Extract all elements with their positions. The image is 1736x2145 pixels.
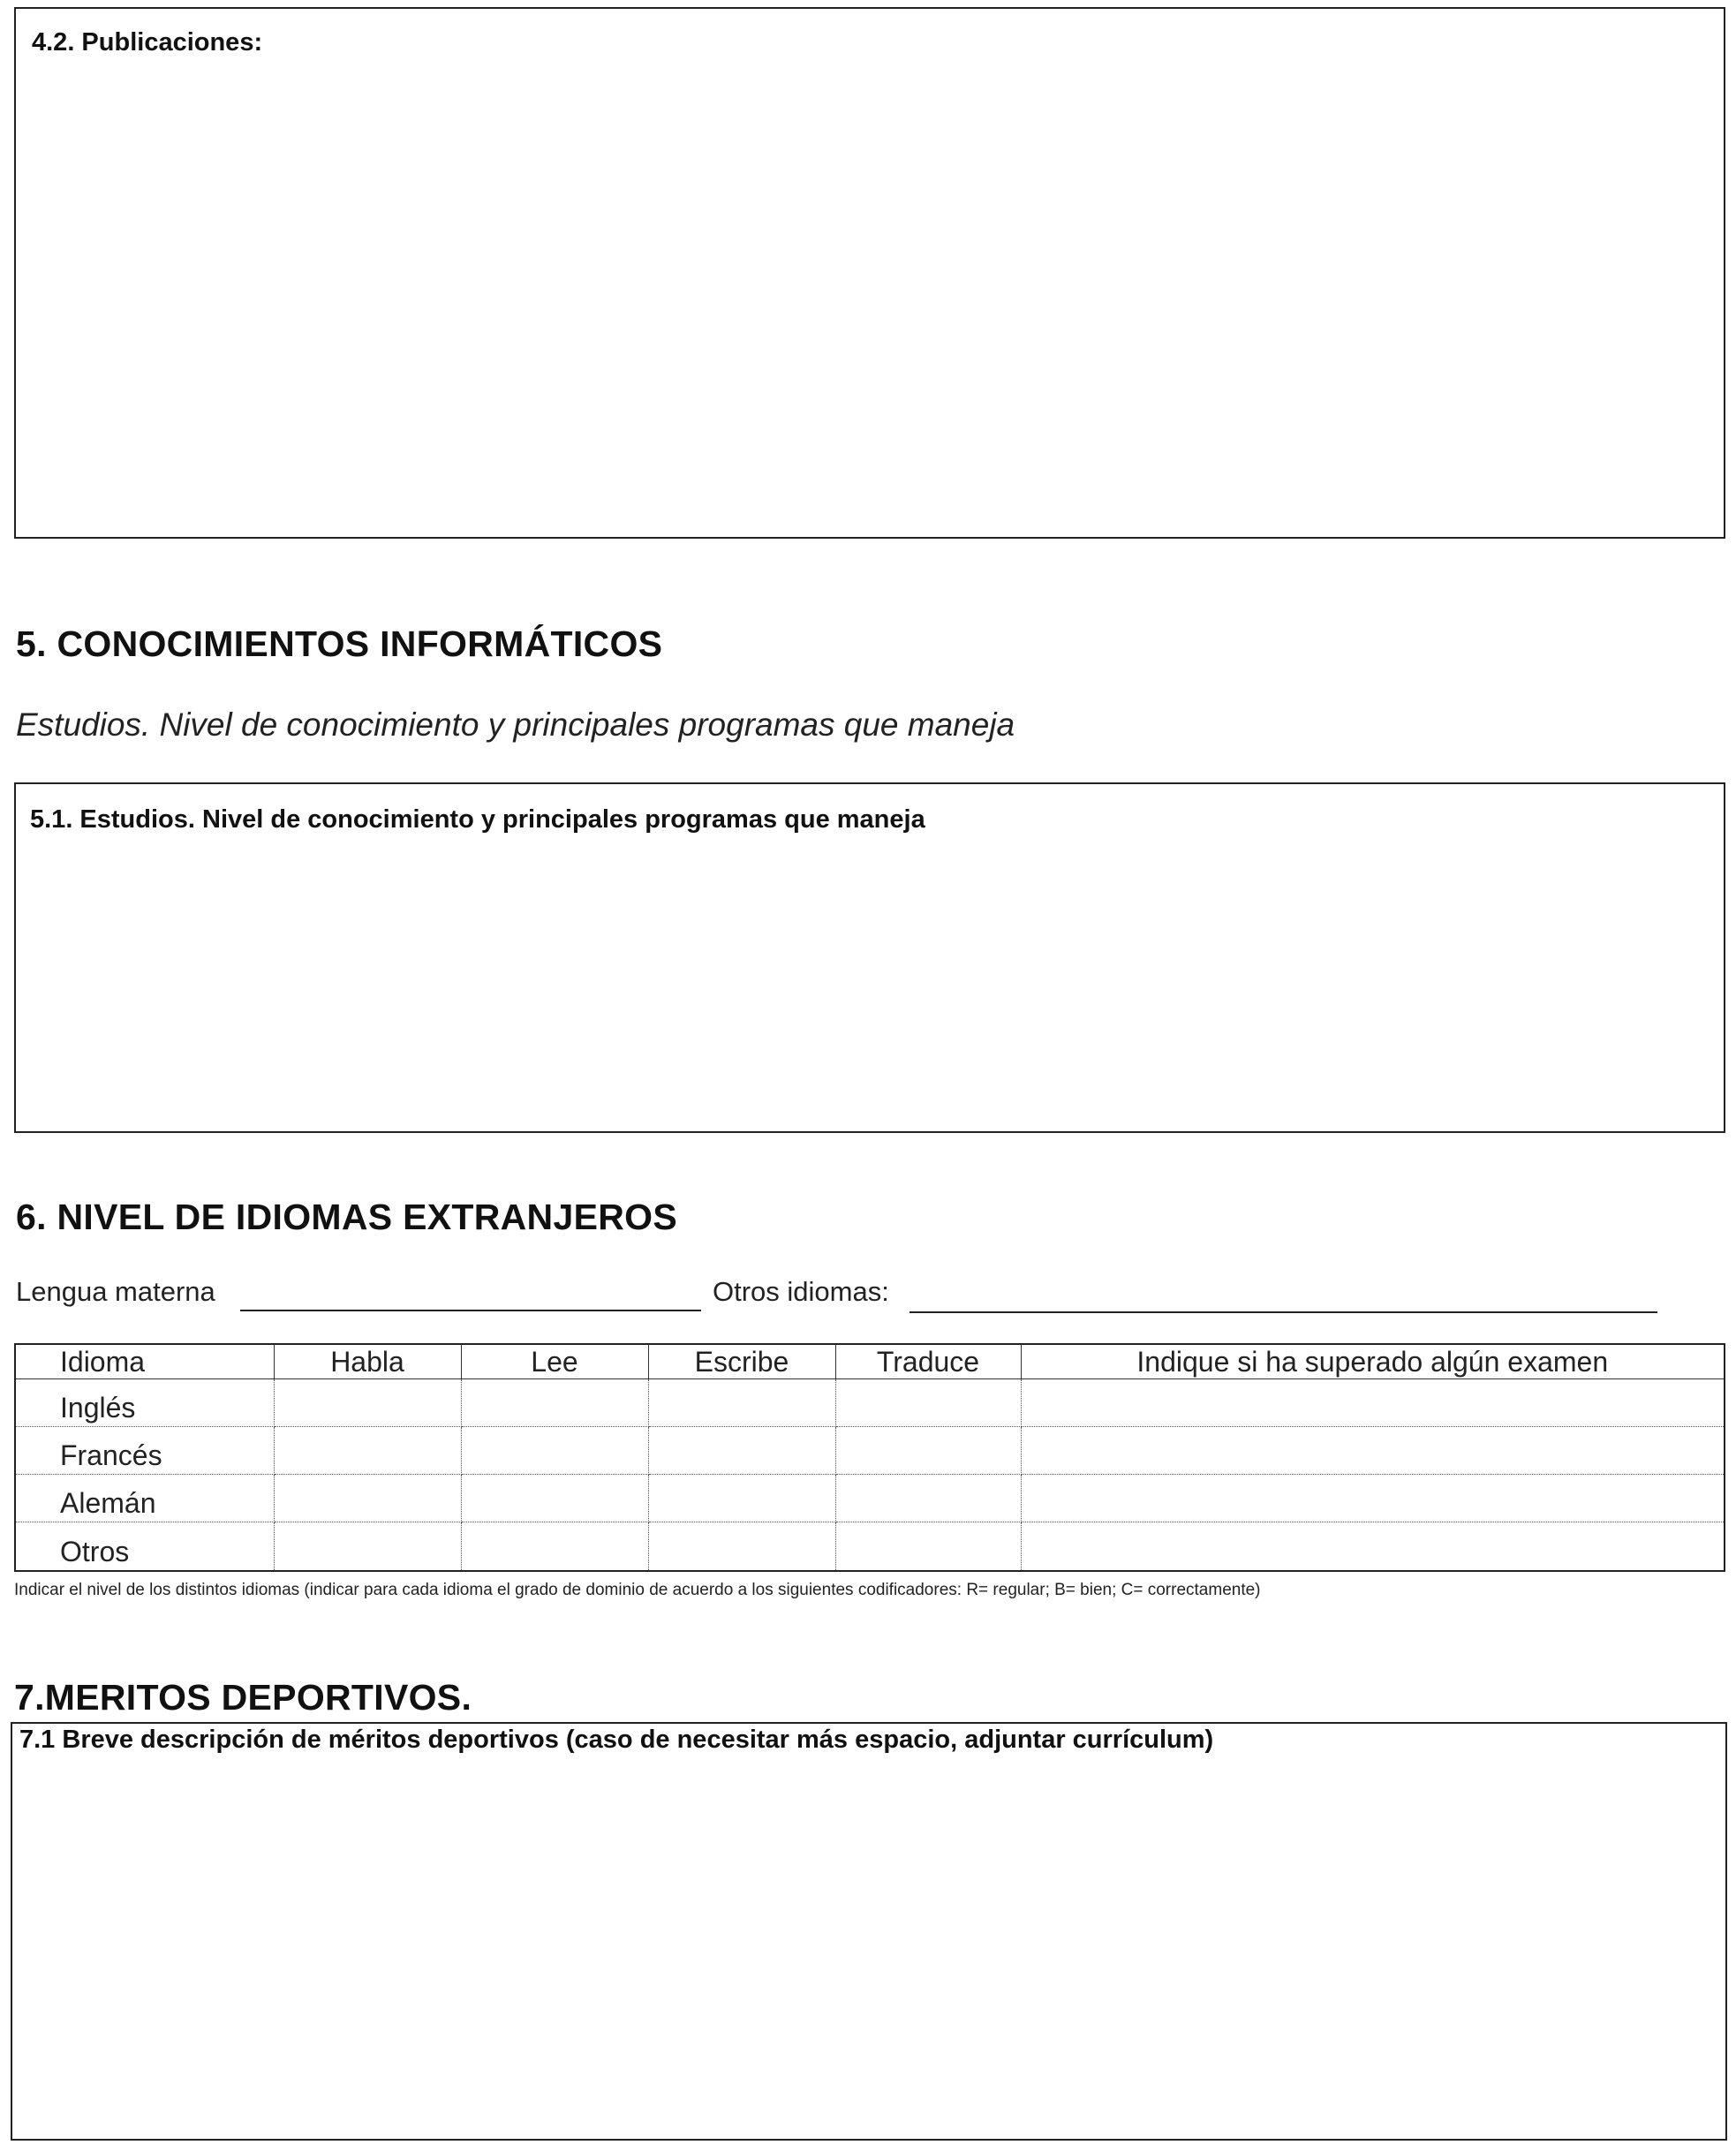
section-5-subtitle: Estudios. Nivel de conocimiento y principales programas que maneja [16, 706, 1015, 743]
table-row [15, 1379, 1725, 1427]
lee-cell[interactable] [461, 1427, 648, 1475]
habla-cell[interactable] [274, 1522, 461, 1572]
traduce-cell[interactable] [835, 1379, 1021, 1427]
header-lee: Lee [461, 1344, 648, 1379]
lee-cell[interactable] [461, 1379, 648, 1427]
language-name: Francés [15, 1427, 274, 1475]
traduce-cell[interactable] [835, 1522, 1021, 1572]
section-5-heading: 5. CONOCIMIENTOS INFORMÁTICOS [16, 623, 663, 664]
lee-cell[interactable] [461, 1522, 648, 1572]
habla-cell[interactable] [274, 1427, 461, 1475]
publicaciones-box[interactable] [14, 7, 1725, 539]
habla-cell[interactable] [274, 1475, 461, 1522]
table-row [15, 1475, 1725, 1522]
language-name: Otros [15, 1522, 274, 1572]
header-escribe: Escribe [648, 1344, 835, 1379]
languages-table [14, 1343, 1725, 1572]
language-name: Inglés [15, 1379, 274, 1427]
examen-cell[interactable] [1021, 1475, 1725, 1522]
publicaciones-title: 4.2. Publicaciones: [32, 28, 263, 57]
header-traduce: Traduce [835, 1344, 1021, 1379]
escribe-cell[interactable] [648, 1522, 835, 1572]
lee-cell[interactable] [461, 1475, 648, 1522]
estudios-informaticos-title: 5.1. Estudios. Nivel de conocimiento y principales programas que maneja [30, 805, 925, 834]
examen-cell[interactable] [1021, 1427, 1725, 1475]
traduce-cell[interactable] [835, 1475, 1021, 1522]
mother-tongue-label: Lengua materna [16, 1276, 215, 1307]
meritos-deportivos-box[interactable] [11, 1722, 1727, 2141]
escribe-cell[interactable] [648, 1427, 835, 1475]
section-7-heading: 7.MERITOS DEPORTIVOS. [14, 1677, 472, 1718]
section-6-heading: 6. NIVEL DE IDIOMAS EXTRANJEROS [16, 1197, 677, 1237]
habla-cell[interactable] [274, 1379, 461, 1427]
escribe-cell[interactable] [648, 1379, 835, 1427]
languages-table-header [15, 1344, 1725, 1379]
header-examen: Indique si ha superado algún examen [1021, 1344, 1725, 1379]
header-idioma: Idioma [15, 1344, 274, 1379]
examen-cell[interactable] [1021, 1379, 1725, 1427]
table-row [15, 1427, 1725, 1475]
traduce-cell[interactable] [835, 1427, 1021, 1475]
language-name: Alemán [15, 1475, 274, 1522]
header-habla: Habla [274, 1344, 461, 1379]
other-languages-field[interactable] [910, 1311, 1657, 1313]
languages-note: Indicar el nivel de los distintos idiomas (indicar para cada idioma el grado de dominio de acuerdo a los siguientes codificadores: R= regular; B= bien; C= correctamente) [14, 1581, 1261, 1599]
other-languages-label: Otros idiomas: [713, 1276, 889, 1307]
examen-cell[interactable] [1021, 1522, 1725, 1572]
meritos-deportivos-title: 7.1 Breve descripción de méritos deportivos (caso de necesitar más espacio, adjuntar currículum) [19, 1726, 1214, 1754]
mother-tongue-field[interactable] [240, 1310, 701, 1311]
escribe-cell[interactable] [648, 1475, 835, 1522]
estudios-informaticos-box[interactable] [14, 782, 1725, 1133]
table-row [15, 1522, 1725, 1572]
